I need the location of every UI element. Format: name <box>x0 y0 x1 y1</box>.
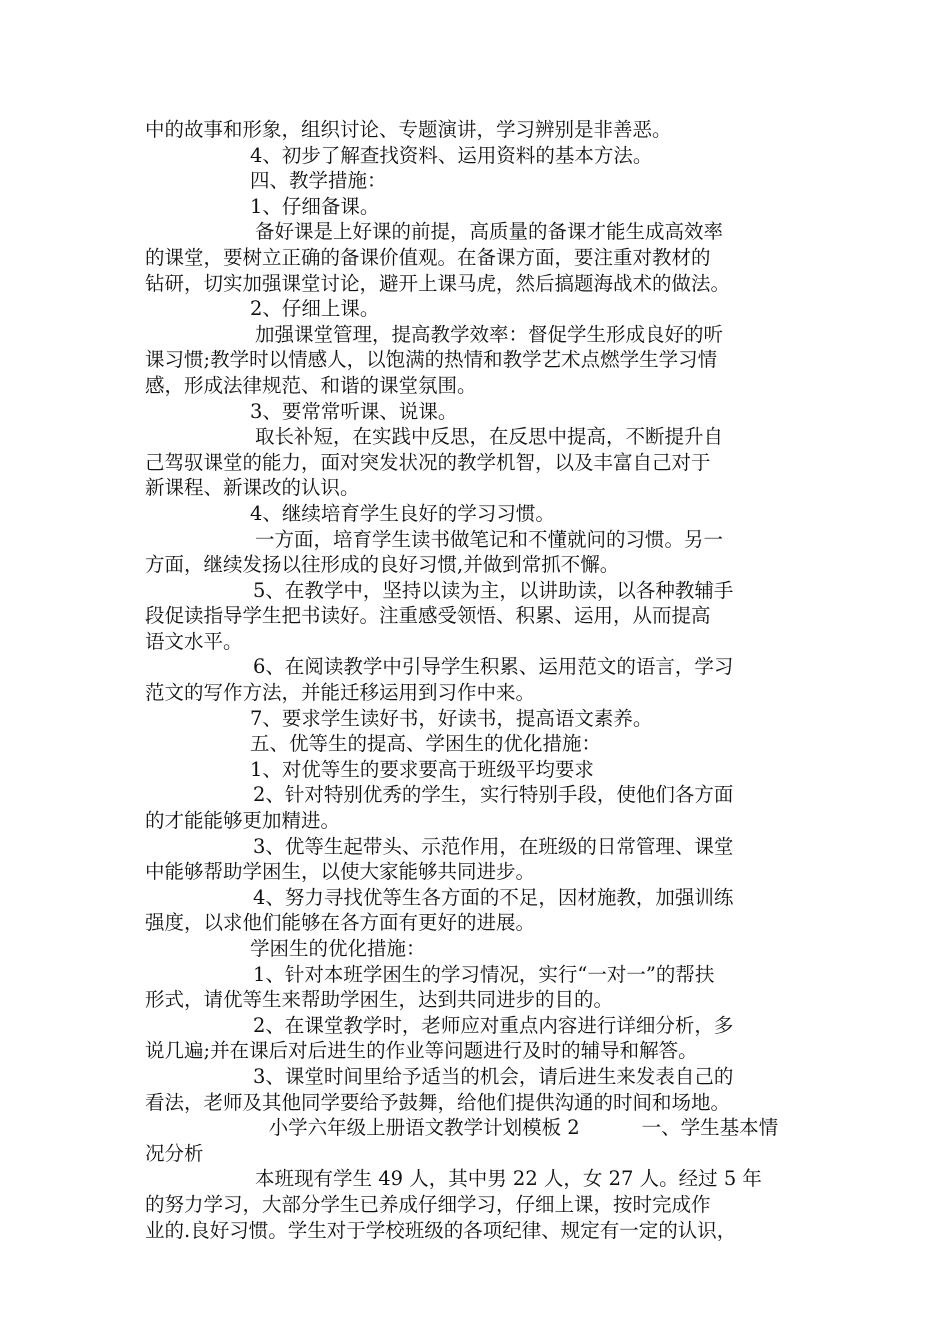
document-body <box>145 117 805 1243</box>
text-line: 备好课是上好课的前提，高质量的备课才能生成高效率 <box>255 220 724 244</box>
text-line: 范文的写作方法，并能迁移运用到习作中来。 <box>145 681 536 705</box>
text-line: 加强课堂管理，提高教学效率：督促学生形成良好的听 <box>255 322 724 346</box>
text-line: 4、努力寻找优等生各方面的不足，因材施教，加强训练 <box>253 885 734 909</box>
text-line: 钻研，切实加强课堂讨论，避开上课马虎，然后搞题海战术的做法。 <box>145 271 731 295</box>
text-line: 强度，以求他们能够在各方面有更好的进展。 <box>145 911 536 935</box>
text-line: 的努力学习，大部分学生已养成仔细学习，仔细上课，按时完成作 <box>145 1192 711 1216</box>
text-line: 本班现有学生 49 人，其中男 22 人，女 27 人。经过 5 年 <box>255 1167 762 1191</box>
text-line: 说几遍;并在课后对后进生的作业等问题进行及时的辅导和解答。 <box>145 1039 698 1063</box>
text-line: 段促读指导学生把书读好。注重感受领悟、积累、运用，从而提高 <box>145 604 711 628</box>
text-line: 1、对优等生的要求要高于班级平均要求 <box>250 757 594 781</box>
text-line: 形式，请优等生来帮助学困生，达到共同进步的目的。 <box>145 988 614 1012</box>
text-line: 语文水平。 <box>145 629 243 653</box>
document-title-line: 小学六年级上册语文教学计划模板 2 一、学生基本情 <box>250 1116 779 1140</box>
item-heading: 1、仔细备课。 <box>250 194 380 218</box>
text-line: 6、在阅读教学中引导学生积累、运用范文的语言，学习 <box>253 655 734 679</box>
section-heading: 五、优等生的提高、学困生的优化措施： <box>250 732 602 756</box>
text-line: 5、在教学中，坚持以读为主，以讲助读，以各种教辅手 <box>253 578 734 602</box>
text-line: 方面，继续发扬以往形成的良好习惯,并做到常抓不懈。 <box>145 553 620 577</box>
text-line: 2、在课堂教学时，老师应对重点内容进行详细分析，多 <box>253 1013 734 1037</box>
text-line: 4、初步了解查找资料、运用资料的基本方法。 <box>250 143 653 167</box>
text-line: 取长补短，在实践中反思，在反思中提高，不断提升自 <box>255 425 724 449</box>
text-line: 业的.良好习惯。学生对于学校班级的各项纪律、规定有一定的认识， <box>145 1218 737 1242</box>
text-line: 中能够帮助学困生，以使大家能够共同进步。 <box>145 860 536 884</box>
item-heading: 4、继续培育学生良好的学习习惯。 <box>250 501 555 525</box>
text-line: 新课程、新课改的认识。 <box>145 476 360 500</box>
text-line: 1、针对本班学困生的学习情况，实行“一对一”的帮扶 <box>253 962 715 986</box>
section-heading: 学困生的优化措施： <box>250 937 426 960</box>
text-line: 中的故事和形象，组织讨论、专题演讲，学习辨别是非善恶。 <box>145 118 672 141</box>
item-heading: 2、仔细上课。 <box>250 297 380 321</box>
text-line: 看法，老师及其他同学要给予鼓舞，给他们提供沟通的时间和场地。 <box>145 1090 731 1114</box>
text-line: 3、优等生起带头、示范作用，在班级的日常管理、课堂 <box>253 834 734 858</box>
text-line: 感，形成法律规范、和谐的课堂氛围。 <box>145 373 477 397</box>
item-heading: 3、要常常听课、说课。 <box>250 399 458 423</box>
text-line: 3、课堂时间里给予适当的机会，请后进生来发表自己的 <box>253 1064 734 1088</box>
text-line: 2、针对特别优秀的学生，实行特别手段，使他们各方面 <box>253 783 734 807</box>
text-line: 的才能能够更加精进。 <box>145 809 341 833</box>
section-heading: 四、教学措施： <box>250 169 387 193</box>
text-line: 课习惯;教学时以情感人，以饱满的热情和教学艺术点燃学生学习情 <box>145 348 718 372</box>
text-line: 己驾驭课堂的能力，面对突发状况的教学机智，以及丰富自己对于 <box>145 450 711 474</box>
text-line: 的课堂，要树立正确的备课价值观。在备课方面，要注重对教材的 <box>145 245 711 269</box>
text-line: 一方面，培育学生读书做笔记和不懂就问的习惯。另一 <box>255 527 724 551</box>
text-line: 况分析 <box>145 1141 204 1165</box>
text-line: 7、要求学生读好书，好读书，提高语文素养。 <box>250 706 653 730</box>
